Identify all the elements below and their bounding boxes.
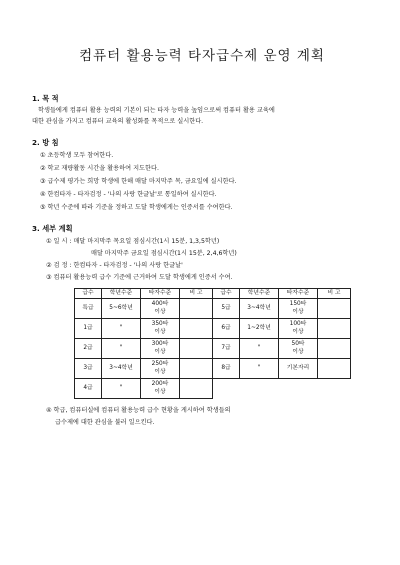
table-cell-line: 300타 — [151, 341, 169, 347]
table-cell — [75, 319, 102, 339]
table-cell — [75, 359, 102, 379]
table-cell-line: 1~2학년 — [247, 324, 271, 331]
header-typing-level: 타자수준 — [141, 289, 180, 299]
table-cell-line: " — [257, 344, 261, 351]
header-grade: 급수 — [75, 289, 102, 299]
table-cell — [75, 379, 102, 399]
table-cell-line: 50타 — [291, 341, 305, 347]
section-method — [32, 138, 372, 214]
table-cell — [213, 319, 240, 339]
table-cell-line: 이상 — [154, 368, 166, 375]
table-cell — [240, 359, 279, 379]
section-heading-purpose: 1. 목 적 — [32, 94, 59, 103]
table-cell — [141, 359, 180, 379]
table-cell-line: 이상 — [154, 328, 166, 335]
section-purpose — [32, 94, 372, 127]
table-cell — [180, 299, 213, 319]
table-cell — [180, 339, 213, 359]
table-cell — [102, 339, 141, 359]
table-cell — [279, 299, 318, 319]
table-cell-line: 8급 — [221, 364, 231, 371]
table-cell — [180, 319, 213, 339]
detail-footer-note — [32, 405, 372, 429]
table-cell-line: 이상 — [292, 348, 304, 355]
detail-test-line: ② 검 정 : 한컴타자 - 타자검정 - '나의 사랑 한글날' — [46, 262, 183, 269]
table-cell-line: 7급 — [221, 344, 231, 351]
table-cell — [180, 379, 213, 399]
section-heading-details: 3. 세부 계획 — [32, 224, 73, 233]
table-cell — [318, 319, 351, 339]
method-item-2: ② 학교 재량활동 시간을 활용하여 지도한다. — [40, 165, 159, 172]
table-cell — [141, 379, 180, 399]
table-row — [75, 339, 351, 359]
footer-note-line1: ④ 학급, 컴퓨터실에 컴퓨터 활용능력 급수 현황을 게시하여 학생들의 — [46, 407, 231, 414]
purpose-text-line2: 대한 관심을 가지고 컴퓨터 교육의 활성화를 목적으로 실시한다. — [32, 118, 204, 125]
table-cell-line: 6급 — [221, 324, 231, 331]
table-cell-line: 200타 — [151, 381, 169, 387]
table-cell-line: 이상 — [292, 308, 304, 315]
header-year-level: 학년수준 — [102, 289, 141, 299]
table-cell — [240, 339, 279, 359]
header-typing-level-right: 타자수준 — [279, 289, 318, 299]
table-row — [75, 299, 351, 319]
table-cell — [318, 339, 351, 359]
table-cell-line: " — [119, 344, 123, 351]
table-cell — [102, 379, 141, 399]
table-cell-line: 4급 — [83, 384, 93, 391]
table-cell — [180, 359, 213, 379]
table-cell — [75, 339, 102, 359]
table-cell — [318, 299, 351, 319]
table-cell — [279, 339, 318, 359]
table-cell-line: 기본자리 — [286, 364, 310, 371]
method-item-1: ① 초등학생 모두 참여한다. — [40, 152, 114, 159]
table-cell-line: 400타 — [151, 301, 169, 307]
section-details — [32, 224, 372, 429]
purpose-text-line1: 학생들에게 컴퓨터 활용 능력의 기본이 되는 타자 능력을 높임으로써 컴퓨터 활용 교육에 — [38, 107, 275, 114]
table-cell-line: 특급 — [82, 304, 94, 311]
footer-note-line2: 급수제에 대한 관심을 불러 일으킨다. — [55, 419, 155, 426]
detail-cert-line: ③ 컴퓨터 활용능력 급수 기준에 근거하여 도달 학생에게 인증서 수여. — [46, 274, 233, 281]
table-cell-line: 150타 — [289, 301, 307, 307]
table-cell-line: 5급 — [221, 304, 231, 311]
table-cell — [240, 319, 279, 339]
table-cell-line: 250타 — [151, 361, 169, 367]
table-cell-line: " — [257, 364, 261, 371]
table-cell — [141, 339, 180, 359]
table-cell-line: 5~6학년 — [109, 304, 133, 311]
detail-date-line1: ① 일 시 : 매달 마지막주 목요일 점심시간(1시 15분, 1,3,5학년) — [46, 238, 220, 245]
header-year-level-right: 학년수준 — [240, 289, 279, 299]
table-row — [75, 379, 351, 399]
table-cell — [318, 359, 351, 379]
level-table — [74, 288, 351, 399]
method-list — [32, 149, 372, 214]
table-cell-line: 이상 — [292, 328, 304, 335]
table-cell-line: " — [119, 384, 123, 391]
method-item-3: ③ 급수제 평가는 희망 학생에 한해 매달 마지막주 목, 금요일에 실시한다. — [40, 178, 237, 185]
method-item-4: ④ 한컴타자 - 타자검정 - '나의 사랑 한글날'로 통일하여 실시한다. — [40, 191, 217, 198]
table-cell-line: 3~4학년 — [109, 364, 133, 371]
table-row — [75, 319, 351, 339]
table-cell-line: 350타 — [151, 321, 169, 327]
table-row — [75, 359, 351, 379]
header-grade-right: 급수 — [213, 289, 240, 299]
header-note-right: 비 고 — [318, 289, 351, 299]
table-cell — [141, 319, 180, 339]
table-cell-line: 이상 — [154, 348, 166, 355]
header-note: 비 고 — [180, 289, 213, 299]
table-cell — [279, 359, 318, 379]
table-cell-line: 2급 — [83, 344, 93, 351]
table-cell — [240, 299, 279, 319]
table-cell — [102, 319, 141, 339]
table-cell-line: 1급 — [83, 324, 93, 331]
table-cell — [213, 339, 240, 359]
table-cell — [213, 299, 240, 319]
level-table-header-row — [75, 289, 351, 299]
table-cell — [279, 319, 318, 339]
table-cell — [102, 359, 141, 379]
table-cell — [141, 299, 180, 319]
table-cell — [213, 359, 240, 379]
table-cell — [75, 299, 102, 319]
section-heading-method: 2. 방 침 — [32, 138, 59, 147]
table-cell-line: 3급 — [83, 364, 93, 371]
table-cell-line: 3~4학년 — [247, 304, 271, 311]
method-item-5: ⑤ 학년 수준에 따라 기준을 정하고 도달 학생에게는 인증서를 수여한다. — [40, 204, 233, 211]
table-cell-line: 이상 — [154, 308, 166, 315]
table-cell-line: " — [119, 324, 123, 331]
document-title: 컴퓨터 활용능력 타자급수제 운영 계획 — [79, 48, 325, 64]
table-cell-line: 이상 — [154, 388, 166, 395]
table-cell-line: 100타 — [289, 321, 307, 327]
table-cell — [102, 299, 141, 319]
detail-date-line2: 매달 마지막주 금요일 점심시간(1시 15분, 2,4,6학년) — [91, 250, 237, 257]
